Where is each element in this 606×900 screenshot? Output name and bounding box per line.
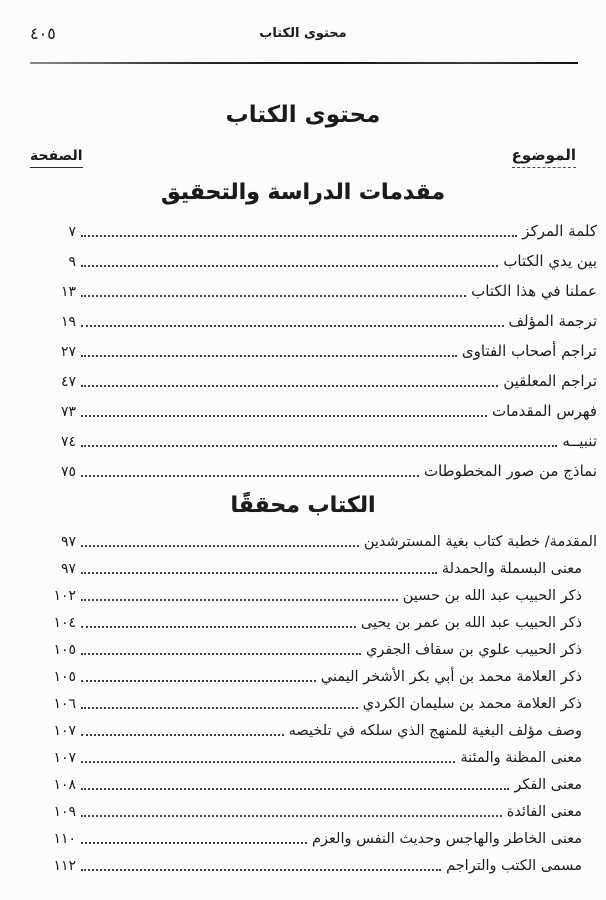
- header-page-number: ٤٠٥: [30, 24, 56, 43]
- toc-entry-row: [30, 605, 597, 632]
- entry-page-number: ٩: [68, 253, 76, 270]
- entry-page-number: ٩٧: [60, 560, 76, 577]
- entry-title: تراجم المعلقين: [503, 372, 597, 391]
- toc-entry-row: [30, 361, 597, 391]
- toc-entry-row: [30, 271, 597, 301]
- entry-title: معنى الفائدة: [506, 803, 582, 820]
- entry-page-number: ١٠٤: [53, 614, 76, 631]
- toc-entry-row: [30, 241, 597, 271]
- entry-title: فهرس المقدمات: [491, 402, 597, 421]
- toc-entry-row: [30, 686, 597, 713]
- entry-title: ذكر الحبيب عبد الله بن عمر بن يحيى: [360, 614, 582, 631]
- header-running-title: محتوى الكتاب: [259, 26, 347, 41]
- header-rule: [30, 62, 578, 64]
- entry-page-number: ٢٧: [60, 343, 76, 360]
- entry-page-number: ١٠٨: [53, 776, 76, 793]
- column-subject-label: الموضوع: [512, 146, 576, 168]
- toc-entry-row: [30, 524, 597, 551]
- toc-entry-row: [30, 578, 597, 605]
- dot-leader: [81, 626, 356, 628]
- dot-leader: [81, 707, 358, 709]
- entry-title: تراجم أصحاب الفتاوى: [461, 342, 597, 361]
- entry-title: عملنا في هذا الكتاب: [471, 282, 597, 301]
- dot-leader: [81, 680, 316, 682]
- toc-entry-row: [30, 301, 597, 331]
- entry-page-number: ٩٧: [60, 533, 76, 550]
- toc-entry-row: [30, 659, 597, 686]
- section-heading: الكتاب محققًا: [230, 493, 376, 518]
- entry-title: بين يدي الكتاب: [503, 252, 597, 271]
- toc-entry-row: [30, 740, 597, 767]
- dot-leader: [81, 415, 487, 417]
- entry-page-number: ٧٥: [60, 463, 76, 480]
- entry-page-number: ١٩: [60, 313, 76, 330]
- entry-title: نماذج من صور المخطوطات: [423, 462, 597, 481]
- toc-entry-row: [30, 713, 597, 740]
- dot-leader: [81, 869, 441, 871]
- entry-title: معنى الفكر: [514, 776, 582, 793]
- entry-title: ذكر العلامة محمد بن أبي بكر الأشخر اليمني: [320, 668, 582, 685]
- dot-leader: [81, 842, 307, 844]
- entry-page-number: ١١٢: [53, 857, 76, 874]
- entry-title: تنبيــه: [562, 432, 597, 451]
- toc-entry-row: [30, 391, 597, 421]
- entry-page-number: ١٠٥: [53, 668, 76, 685]
- toc-entry-row: [30, 821, 597, 848]
- entry-page-number: ١٠٧: [53, 749, 76, 766]
- section-entries: [30, 524, 597, 875]
- dot-leader: [81, 788, 509, 790]
- dot-leader: [81, 445, 557, 447]
- entry-title: ترجمة المؤلف: [508, 312, 597, 331]
- dot-leader: [81, 572, 437, 574]
- entry-title: معنى الخاطر والهاجس وحديث النفس والعزم: [312, 830, 582, 847]
- toc-sections: [0, 180, 606, 875]
- entry-page-number: ٧٤: [60, 433, 76, 450]
- column-page-label: الصفحة: [30, 148, 83, 168]
- toc-entry-row: [30, 451, 597, 481]
- page-header: [0, 0, 606, 50]
- dot-leader: [81, 761, 455, 763]
- dot-leader: [81, 653, 361, 655]
- entry-title: ذكر الحبيب عبد الله بن حسين: [402, 587, 582, 604]
- toc-section: [0, 180, 606, 481]
- dot-leader: [81, 599, 398, 601]
- entry-page-number: ١٠٥: [53, 641, 76, 658]
- entry-title: معنى المظنة والمئنة: [460, 749, 582, 766]
- section-entries: [30, 211, 597, 481]
- dot-leader: [81, 355, 457, 357]
- toc-entry-row: [30, 331, 597, 361]
- entry-title: المقدمة/ خطبة كتاب بغية المسترشدين: [363, 533, 597, 550]
- dot-leader: [81, 545, 359, 547]
- entry-page-number: ٤٧: [60, 373, 76, 390]
- page-title: محتوى الكتاب: [225, 102, 381, 128]
- entry-page-number: ١٣: [60, 283, 76, 300]
- entry-page-number: ٧: [68, 223, 76, 240]
- dot-leader: [81, 265, 498, 267]
- toc-entry-row: [30, 211, 597, 241]
- toc-entry-row: [30, 632, 597, 659]
- entry-title: ذكر العلامة محمد بن سليمان الكردي: [362, 695, 582, 712]
- entry-title: معنى البسملة والحمدلة: [441, 560, 582, 577]
- dot-leader: [81, 325, 504, 327]
- dot-leader: [81, 235, 517, 237]
- dot-leader: [81, 385, 498, 387]
- section-heading: مقدمات الدراسة والتحقيق: [160, 180, 446, 205]
- entry-page-number: ١٠٢: [53, 587, 76, 604]
- toc-entry-row: [30, 848, 597, 875]
- toc-entry-row: [30, 794, 597, 821]
- entry-title: ذكر الحبيب علوي بن سقاف الجفري: [366, 641, 582, 658]
- entry-page-number: ١١٠: [53, 830, 76, 847]
- column-labels: [30, 146, 576, 168]
- entry-title: كلمة المركز: [522, 222, 597, 241]
- entry-page-number: ١٠٧: [53, 722, 76, 739]
- dot-leader: [81, 815, 502, 817]
- toc-entry-row: [30, 767, 597, 794]
- entry-title: وصف مؤلف البغية للمنهج الذي سلكه في تلخيصه: [288, 722, 582, 739]
- entry-page-number: ١٠٩: [53, 803, 76, 820]
- dot-leader: [81, 734, 284, 736]
- entry-page-number: ٧٣: [60, 403, 76, 420]
- toc-section: [0, 493, 606, 875]
- entry-page-number: ١٠٦: [53, 695, 76, 712]
- toc-entry-row: [30, 421, 597, 451]
- dot-leader: [81, 475, 419, 477]
- entry-title: مسمى الكتب والتراجم: [446, 857, 582, 874]
- dot-leader: [81, 295, 466, 297]
- toc-entry-row: [30, 551, 597, 578]
